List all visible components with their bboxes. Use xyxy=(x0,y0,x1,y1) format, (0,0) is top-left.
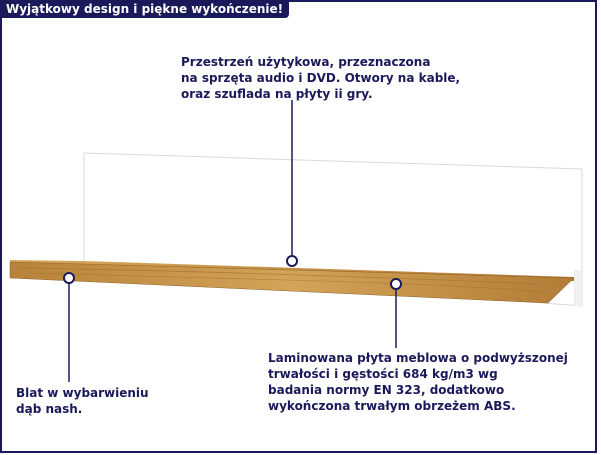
callout-right-text: Laminowana płyta meblowa o podwyższonej trwałości i gęstości 684 kg/m3 wg badania normy EN 323, dodatkowo wykończona trwałym obrzeżem ABS. xyxy=(268,351,568,413)
callout-top-text: Przestrzeń użytykowa, przeznaczona na sprzęta audio i DVD. Otwory na kable, oraz szuflada na płyty ii gry. xyxy=(181,55,461,101)
callout-left-text: Blat w wybarwieniu dąb nash. xyxy=(16,386,149,416)
header-banner: Wyjątkowy design i piękne wykończenie! xyxy=(0,0,289,18)
callout-left-marker xyxy=(64,273,74,382)
